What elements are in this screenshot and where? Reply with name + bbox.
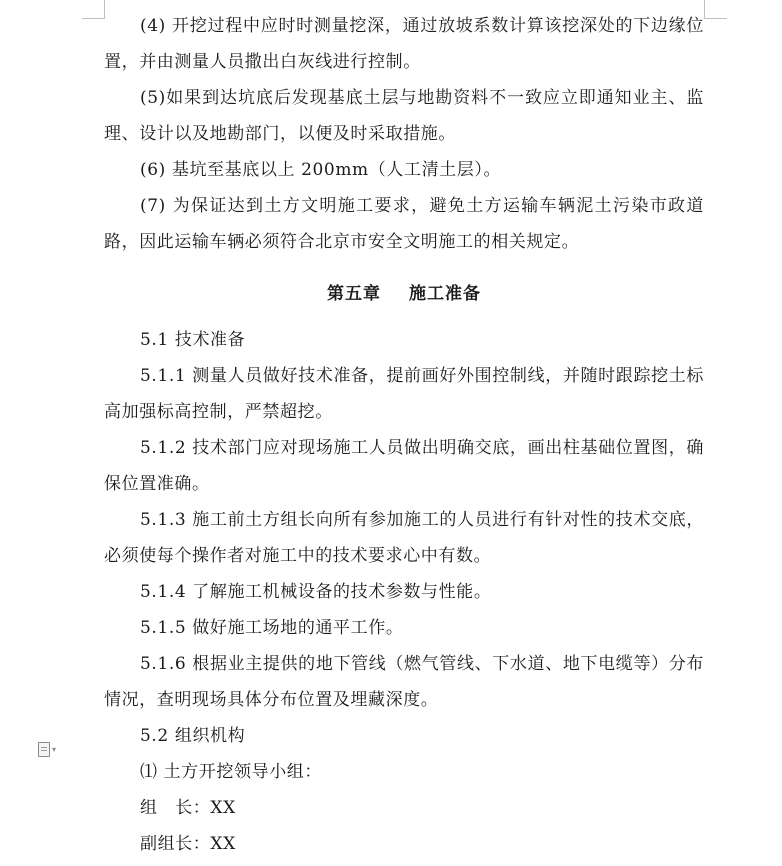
list-item-5-1-4: 5.1.4 了解施工机械设备的技术参数与性能。 [140, 582, 492, 602]
paragraph-soil-mismatch: (5)如果到达坑底后发现基底土层与地勘资料不一致应立即通知业主、监理、设计以及地勘部门，以便及时采取措施。 [104, 88, 704, 144]
chevron-down-icon: ▾ [52, 744, 57, 754]
clipboard-doc-icon [38, 742, 50, 757]
section-heading-organization: 5.2 组织机构 [140, 726, 246, 746]
chapter-title: 施工准备 [409, 284, 481, 304]
list-item-5-1-1: 5.1.1 测量人员做好技术准备，提前画好外围控制线，并随时跟踪挖土标高加强标高控制，严禁超挖。 [104, 366, 704, 422]
list-item-5-1-3: 5.1.3 施工前土方组长向所有参加施工的人员进行有针对性的技术交底，必须使每个操作者对施工中的技术要求心中有数。 [104, 510, 704, 566]
group-title: ⑴ 土方开挖领导小组： [140, 762, 323, 782]
page-margin-corner-right [704, 0, 727, 19]
list-item-5-1-6: 5.1.6 根据业主提供的地下管线（燃气管线、下水道、地下电缆等）分布情况，查明现场具体分布位置及埋藏深度。 [104, 654, 704, 710]
paragraph-civilized-construction: (7) 为保证达到土方文明施工要求，避免土方运输车辆泥土污染市政道路，因此运输车辆必须符合北京市安全文明施工的相关规定。 [104, 196, 704, 252]
section-heading-technical-prep: 5.1 技术准备 [140, 330, 246, 350]
chapter-heading [104, 276, 704, 312]
page-margin-corner-left [82, 0, 105, 19]
list-item-5-1-2: 5.1.2 技术部门应对现场施工人员做出明确交底，画出柱基础位置图，确保位置准确。 [104, 438, 704, 494]
paragraph-pit-depth: (6) 基坑至基底以上 200mm（人工清土层）。 [140, 160, 502, 180]
group-deputy-line: 副组长：XX [140, 834, 236, 854]
paragraph-excavation-measure: (4) 开挖过程中应时时测量挖深，通过放坡系数计算该挖深处的下边缘位置，并由测量人员撒出白灰线进行控制。 [104, 16, 704, 72]
paste-options-icon[interactable] [38, 741, 64, 757]
chapter-number: 第五章 [327, 284, 381, 304]
group-leader-line: 组 长：XX [140, 798, 236, 818]
document-page [104, 8, 704, 862]
list-item-5-1-5: 5.1.5 做好施工场地的通平工作。 [140, 618, 404, 638]
